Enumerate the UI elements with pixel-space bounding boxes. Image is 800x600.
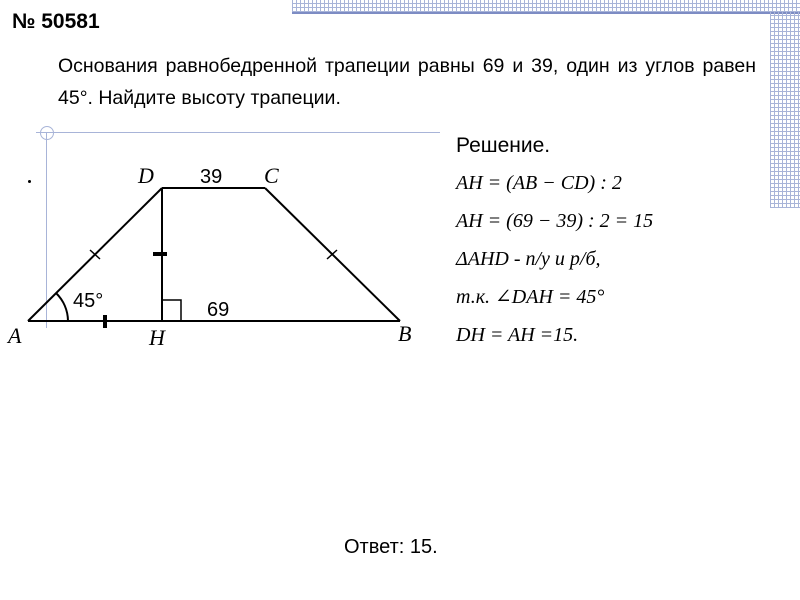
solution-line-1: AH = (AB − CD) : 2 <box>456 172 622 194</box>
problem-number: № 50581 <box>12 10 100 33</box>
solution-title: Решение. <box>456 134 551 157</box>
answer: Ответ: 15. <box>344 536 438 558</box>
vertex-label-h: H <box>149 325 165 350</box>
bottom-base-label: 69 <box>207 299 230 321</box>
right-angle-mark <box>162 300 181 321</box>
angle-label: 45° <box>73 290 104 312</box>
decorative-grid-right <box>770 12 800 208</box>
solution-line-5: DH = AH =15. <box>456 324 579 346</box>
problem-statement: Основания равнобедренной трапеции равны 69 и 39, один из углов равен 45°. Найдите высоту трапеции. <box>58 55 756 109</box>
solution-block <box>456 134 653 354</box>
solution-line-2: AH = (69 − 39) : 2 = 15 <box>456 210 654 232</box>
decorative-horizontal-line <box>36 132 440 133</box>
vertex-label-c: C <box>264 163 279 188</box>
solution-line-4: т.к. ∠DAH = 45° <box>456 286 605 308</box>
vertex-label-d: D <box>138 163 154 188</box>
vertex-label-a: A <box>8 323 22 348</box>
vertex-label-b: B <box>398 321 412 346</box>
crosshair-icon <box>40 126 54 140</box>
angle-arc <box>56 293 68 321</box>
trapezoid-figure <box>0 150 440 360</box>
top-base-label: 39 <box>200 166 223 188</box>
decorative-grid-top <box>292 0 800 14</box>
solution-line-3: ΔAHD - п/у и р/б, <box>456 248 601 270</box>
